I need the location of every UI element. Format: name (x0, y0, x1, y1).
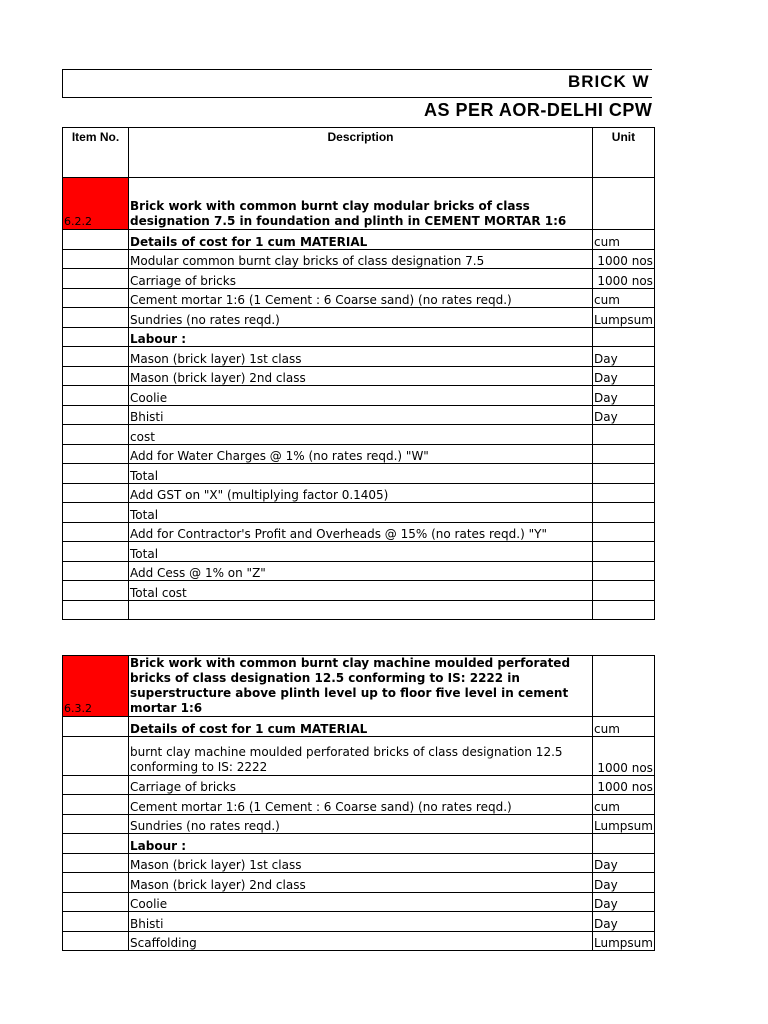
unit-cell[interactable] (593, 834, 655, 854)
unit-cell[interactable]: Day (593, 873, 655, 893)
item-no-cell[interactable] (63, 464, 129, 484)
table-row (63, 522, 655, 542)
unit-cell[interactable]: Day (593, 892, 655, 912)
table-row (63, 269, 655, 289)
table-row (63, 327, 655, 347)
table-row (63, 386, 655, 406)
table-row (63, 230, 655, 250)
sheet-subtitle: AS PER AOR-DELHI CPW (424, 100, 652, 120)
item-no-cell[interactable] (63, 814, 129, 834)
item-description-cell[interactable]: Brick work with common burnt clay modular bricks of class designation 7.5 in foundation and plinth in CEMENT MORTAR 1:6 (129, 178, 593, 230)
description-cell[interactable]: Mason (brick layer) 1st class (129, 347, 593, 367)
header-row (63, 128, 655, 178)
description-cell[interactable]: Bhisti (129, 912, 593, 932)
item-no-cell[interactable] (63, 308, 129, 328)
description-cell[interactable]: Cement mortar 1:6 (1 Cement : 6 Coarse sand) (no rates reqd.) (129, 795, 593, 815)
item-no-cell[interactable] (63, 249, 129, 269)
table-row (63, 814, 655, 834)
table-row (63, 464, 655, 484)
unit-cell[interactable]: Day (593, 912, 655, 932)
table-row (63, 912, 655, 932)
item-no-cell[interactable] (63, 912, 129, 932)
item-no-cell[interactable] (63, 366, 129, 386)
table-row (63, 288, 655, 308)
table-row (63, 444, 655, 464)
description-cell[interactable]: Mason (brick layer) 1st class (129, 853, 593, 873)
header-item-no[interactable]: Item No. (63, 128, 129, 178)
description-cell[interactable]: burnt clay machine moulded perforated bricks of class designation 12.5 conforming to IS: 2222 (129, 736, 593, 775)
table-row (63, 425, 655, 445)
item-no-cell[interactable] (63, 581, 129, 601)
item-no-cell[interactable] (63, 483, 129, 503)
item-no-cell[interactable] (63, 327, 129, 347)
item-no-cell[interactable] (63, 269, 129, 289)
item-no-cell[interactable] (63, 561, 129, 581)
description-cell[interactable]: Scaffolding (129, 931, 593, 951)
item-no-cell[interactable] (63, 444, 129, 464)
table-row (63, 600, 655, 620)
item-no-cell[interactable] (63, 405, 129, 425)
description-cell[interactable]: Coolie (129, 386, 593, 406)
item-no-cell[interactable] (63, 347, 129, 367)
description-cell[interactable]: Cement mortar 1:6 (1 Cement : 6 Coarse sand) (no rates reqd.) (129, 288, 593, 308)
table-row (63, 775, 655, 795)
item-no-cell[interactable] (63, 834, 129, 854)
item-unit-cell[interactable] (593, 656, 655, 717)
item-no-cell[interactable] (63, 600, 129, 620)
unit-cell[interactable]: Lumpsum (593, 308, 655, 328)
unit-cell[interactable] (593, 444, 655, 464)
unit-cell[interactable] (593, 542, 655, 562)
unit-cell[interactable] (593, 581, 655, 601)
item-no-cell[interactable] (63, 522, 129, 542)
unit-cell[interactable]: Day (593, 405, 655, 425)
item-no-cell[interactable] (63, 873, 129, 893)
description-cell[interactable]: Labour : (129, 834, 593, 854)
table-row (63, 795, 655, 815)
unit-cell[interactable]: 1000 nos (593, 736, 655, 775)
description-cell[interactable]: Total (129, 542, 593, 562)
item-no-cell[interactable] (63, 736, 129, 775)
table-row (63, 873, 655, 893)
unit-cell[interactable] (593, 464, 655, 484)
item-no-cell[interactable] (63, 931, 129, 951)
unit-cell[interactable] (593, 425, 655, 445)
unit-cell[interactable]: Day (593, 366, 655, 386)
item-unit-cell[interactable] (593, 178, 655, 230)
unit-cell[interactable]: Day (593, 853, 655, 873)
unit-cell[interactable]: cum (593, 717, 655, 737)
item-no-cell[interactable] (63, 386, 129, 406)
description-cell[interactable]: Mason (brick layer) 2nd class (129, 366, 593, 386)
item-no-cell[interactable] (63, 795, 129, 815)
table-row (63, 483, 655, 503)
description-cell[interactable]: Details of cost for 1 cum MATERIAL (129, 717, 593, 737)
table-row (63, 308, 655, 328)
unit-cell[interactable]: cum (593, 288, 655, 308)
description-cell[interactable]: Coolie (129, 892, 593, 912)
unit-cell[interactable] (593, 503, 655, 523)
unit-cell[interactable] (593, 483, 655, 503)
unit-cell[interactable]: Day (593, 347, 655, 367)
description-cell[interactable]: Total (129, 503, 593, 523)
title-row-2[interactable] (62, 98, 652, 128)
description-cell[interactable]: Modular common burnt clay bricks of class designation 7.5 (129, 249, 593, 269)
rate-analysis-table-1 (62, 127, 655, 620)
item-description-cell[interactable]: Brick work with common burnt clay machine moulded perforated bricks of class designation 12.5 conforming to IS: 2222 in superstructure above plinth level up to floor five level in cement mortar 1:6 (129, 656, 593, 717)
table-row (63, 503, 655, 523)
description-cell[interactable]: Sundries (no rates reqd.) (129, 308, 593, 328)
item-no-cell[interactable] (63, 230, 129, 250)
table-row (63, 931, 655, 951)
table-row (63, 717, 655, 737)
unit-cell[interactable] (593, 561, 655, 581)
item-row (63, 656, 655, 717)
unit-cell[interactable]: Lumpsum (593, 931, 655, 951)
unit-cell[interactable]: 1000 nos (593, 249, 655, 269)
description-cell[interactable]: Add for Contractor's Profit and Overheads @ 15% (no rates reqd.) "Y" (129, 522, 593, 542)
description-cell[interactable]: Bhisti (129, 405, 593, 425)
item-no-cell[interactable] (63, 775, 129, 795)
item-no-cell[interactable] (63, 288, 129, 308)
title-row-1[interactable] (62, 69, 652, 98)
description-cell[interactable]: Mason (brick layer) 2nd class (129, 873, 593, 893)
table-row (63, 561, 655, 581)
unit-cell[interactable]: Lumpsum (593, 814, 655, 834)
unit-cell[interactable] (593, 327, 655, 347)
item-number-cell[interactable]: 6.3.2 (63, 656, 129, 717)
table-row (63, 366, 655, 386)
description-cell[interactable]: Carriage of bricks (129, 269, 593, 289)
sheet-title-area (62, 69, 652, 129)
unit-cell[interactable]: 1000 nos (593, 775, 655, 795)
unit-cell[interactable]: cum (593, 230, 655, 250)
description-cell[interactable] (129, 600, 593, 620)
description-cell[interactable]: Add GST on "X" (multiplying factor 0.1405) (129, 483, 593, 503)
item-no-cell[interactable] (63, 717, 129, 737)
item-no-cell[interactable] (63, 425, 129, 445)
item-no-cell[interactable] (63, 542, 129, 562)
unit-cell[interactable]: Day (593, 386, 655, 406)
description-cell[interactable]: Total (129, 464, 593, 484)
description-cell[interactable]: Sundries (no rates reqd.) (129, 814, 593, 834)
unit-cell[interactable] (593, 600, 655, 620)
description-cell[interactable]: Carriage of bricks (129, 775, 593, 795)
table-row (63, 581, 655, 601)
table-row (63, 892, 655, 912)
description-cell[interactable]: cost (129, 425, 593, 445)
unit-cell[interactable]: 1000 nos (593, 269, 655, 289)
item-no-cell[interactable] (63, 892, 129, 912)
table-row (63, 249, 655, 269)
header-description[interactable]: Description (129, 128, 593, 178)
table-row (63, 853, 655, 873)
item-row (63, 178, 655, 230)
table-row (63, 347, 655, 367)
description-cell[interactable]: Add Cess @ 1% on "Z" (129, 561, 593, 581)
header-unit[interactable]: Unit (593, 128, 655, 178)
table-row (63, 405, 655, 425)
item-no-cell[interactable] (63, 503, 129, 523)
item-number-cell[interactable]: 6.2.2 (63, 178, 129, 230)
description-cell[interactable]: Labour : (129, 327, 593, 347)
sheet-title: BRICK W (568, 72, 650, 91)
description-cell[interactable]: Total cost (129, 581, 593, 601)
table-row (63, 834, 655, 854)
rate-analysis-table-2 (62, 655, 655, 951)
description-cell[interactable]: Add for Water Charges @ 1% (no rates reqd.) "W" (129, 444, 593, 464)
unit-cell[interactable] (593, 522, 655, 542)
unit-cell[interactable]: cum (593, 795, 655, 815)
table-row (63, 542, 655, 562)
item-no-cell[interactable] (63, 853, 129, 873)
table-row (63, 736, 655, 775)
description-cell[interactable]: Details of cost for 1 cum MATERIAL (129, 230, 593, 250)
